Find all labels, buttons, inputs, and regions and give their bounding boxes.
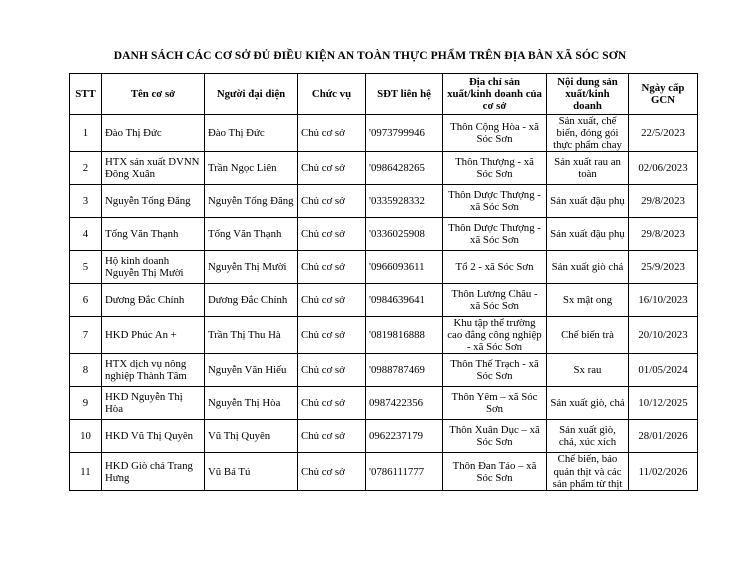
cell-ngay-cap: 28/01/2026 bbox=[629, 420, 698, 453]
cell-stt: 4 bbox=[70, 218, 102, 251]
cell-sdt: '0984639641 bbox=[366, 284, 443, 317]
cell-noi-dung: Sản xuất, chế biến, đóng gói thực phẩm chay bbox=[547, 115, 629, 152]
cell-nguoi-dai-dien: Nguyễn Thị Hòa bbox=[205, 387, 298, 420]
cell-stt: 3 bbox=[70, 185, 102, 218]
cell-dia-chi: Thôn Dược Thượng - xã Sóc Sơn bbox=[443, 185, 547, 218]
cell-nguoi-dai-dien: Đào Thị Đức bbox=[205, 115, 298, 152]
cell-nguoi-dai-dien: Tống Văn Thạnh bbox=[205, 218, 298, 251]
cell-stt: 11 bbox=[70, 453, 102, 490]
cell-ten-co-so: Hộ kinh doanh Nguyễn Thị Mười bbox=[102, 251, 205, 284]
cell-chuc-vu: Chủ cơ sở bbox=[298, 420, 366, 453]
facilities-table bbox=[69, 73, 698, 491]
cell-sdt: '0336025908 bbox=[366, 218, 443, 251]
cell-ngay-cap: 02/06/2023 bbox=[629, 152, 698, 185]
cell-nguoi-dai-dien: Nguyễn Văn Hiếu bbox=[205, 354, 298, 387]
cell-stt: 2 bbox=[70, 152, 102, 185]
cell-sdt: '0986428265 bbox=[366, 152, 443, 185]
cell-nguoi-dai-dien: Trần Ngọc Liên bbox=[205, 152, 298, 185]
cell-chuc-vu: Chủ cơ sở bbox=[298, 387, 366, 420]
cell-noi-dung: Sản xuất đậu phụ bbox=[547, 185, 629, 218]
cell-ngay-cap: 20/10/2023 bbox=[629, 317, 698, 354]
cell-noi-dung: Sx mật ong bbox=[547, 284, 629, 317]
cell-dia-chi: Thôn Cộng Hòa - xã Sóc Sơn bbox=[443, 115, 547, 152]
cell-ten-co-so: HKD Giò chả Trang Hưng bbox=[102, 453, 205, 490]
cell-ngay-cap: 29/8/2023 bbox=[629, 185, 698, 218]
cell-stt: 7 bbox=[70, 317, 102, 354]
cell-dia-chi: Khu tập thể trường cao đẳng công nghiệp - xã Sóc Sơn bbox=[443, 317, 547, 354]
cell-nguoi-dai-dien: Trần Thị Thu Hà bbox=[205, 317, 298, 354]
cell-chuc-vu: Chủ cơ sở bbox=[298, 115, 366, 152]
cell-dia-chi: Thôn Thượng - xã Sóc Sơn bbox=[443, 152, 547, 185]
cell-sdt: '0966093611 bbox=[366, 251, 443, 284]
header-ngay-cap: Ngày cấp GCN bbox=[629, 74, 698, 115]
cell-chuc-vu: Chủ cơ sở bbox=[298, 453, 366, 490]
cell-dia-chi: Tổ 2 - xã Sóc Sơn bbox=[443, 251, 547, 284]
table-row bbox=[70, 420, 698, 453]
cell-stt: 1 bbox=[70, 115, 102, 152]
cell-ngay-cap: 25/9/2023 bbox=[629, 251, 698, 284]
cell-dia-chi: Thôn Yêm – xã Sóc Sơn bbox=[443, 387, 547, 420]
cell-noi-dung: Chế biến, bảo quản thịt và các sản phẩm từ thịt bbox=[547, 453, 629, 490]
table-row bbox=[70, 115, 698, 152]
table-row bbox=[70, 387, 698, 420]
header-noi-dung: Nội dung sản xuất/kinh doanh bbox=[547, 74, 629, 115]
cell-sdt: '0988787469 bbox=[366, 354, 443, 387]
cell-stt: 8 bbox=[70, 354, 102, 387]
table-body bbox=[70, 115, 698, 491]
table-row bbox=[70, 218, 698, 251]
cell-chuc-vu: Chủ cơ sở bbox=[298, 317, 366, 354]
cell-stt: 10 bbox=[70, 420, 102, 453]
cell-sdt: '0786111777 bbox=[366, 453, 443, 490]
header-sdt: SĐT liên hệ bbox=[366, 74, 443, 115]
cell-dia-chi: Thôn Thế Trạch - xã Sóc Sơn bbox=[443, 354, 547, 387]
cell-ten-co-so: HTX dịch vụ nông nghiệp Thành Tâm bbox=[102, 354, 205, 387]
table-row bbox=[70, 251, 698, 284]
header-nguoi-dai-dien: Người đại diện bbox=[205, 74, 298, 115]
table-row bbox=[70, 317, 698, 354]
table-row bbox=[70, 284, 698, 317]
document-title: DANH SÁCH CÁC CƠ SỞ ĐỦ ĐIỀU KIỆN AN TOÀN THỰC PHẨM TRÊN ĐỊA BÀN XÃ SÓC SƠN bbox=[113, 50, 627, 62]
cell-sdt: '0335928332 bbox=[366, 185, 443, 218]
cell-ngay-cap: 11/02/2026 bbox=[629, 453, 698, 490]
table-header-row bbox=[70, 74, 698, 115]
header-dia-chi: Địa chỉ sản xuất/kinh doanh của cơ sở bbox=[443, 74, 547, 115]
cell-noi-dung: Sản xuất đậu phụ bbox=[547, 218, 629, 251]
cell-stt: 5 bbox=[70, 251, 102, 284]
cell-nguoi-dai-dien: Dương Đắc Chính bbox=[205, 284, 298, 317]
cell-chuc-vu: Chủ cơ sở bbox=[298, 218, 366, 251]
cell-chuc-vu: Chủ cơ sở bbox=[298, 152, 366, 185]
cell-noi-dung: Sản xuất rau an toàn bbox=[547, 152, 629, 185]
cell-chuc-vu: Chủ cơ sở bbox=[298, 251, 366, 284]
cell-ten-co-so: HKD Nguyễn Thị Hòa bbox=[102, 387, 205, 420]
cell-sdt: 0962237179 bbox=[366, 420, 443, 453]
cell-noi-dung: Chế biến trà bbox=[547, 317, 629, 354]
cell-nguoi-dai-dien: Nguyễn Thị Mười bbox=[205, 251, 298, 284]
cell-ngay-cap: 16/10/2023 bbox=[629, 284, 698, 317]
cell-ten-co-so: Nguyễn Tống Đăng bbox=[102, 185, 205, 218]
cell-chuc-vu: Chủ cơ sở bbox=[298, 354, 366, 387]
table-row bbox=[70, 453, 698, 490]
header-stt: STT bbox=[70, 74, 102, 115]
table-row bbox=[70, 354, 698, 387]
cell-ten-co-so: HKD Phúc An + bbox=[102, 317, 205, 354]
cell-dia-chi: Thôn Xuân Dục – xã Sóc Sơn bbox=[443, 420, 547, 453]
cell-stt: 6 bbox=[70, 284, 102, 317]
cell-ten-co-so: Tống Văn Thạnh bbox=[102, 218, 205, 251]
cell-noi-dung: Sản xuất giò, chả, xúc xích bbox=[547, 420, 629, 453]
cell-chuc-vu: Chủ cơ sở bbox=[298, 284, 366, 317]
cell-ngay-cap: 01/05/2024 bbox=[629, 354, 698, 387]
cell-sdt: 0987422356 bbox=[366, 387, 443, 420]
cell-noi-dung: Sản xuất giò, chả bbox=[547, 387, 629, 420]
cell-nguoi-dai-dien: Nguyễn Tống Đăng bbox=[205, 185, 298, 218]
cell-ngay-cap: 29/8/2023 bbox=[629, 218, 698, 251]
cell-sdt: '0973799946 bbox=[366, 115, 443, 152]
cell-chuc-vu: Chủ cơ sở bbox=[298, 185, 366, 218]
cell-ngay-cap: 10/12/2025 bbox=[629, 387, 698, 420]
cell-sdt: '0819816888 bbox=[366, 317, 443, 354]
cell-dia-chi: Thôn Lương Châu - xã Sóc Sơn bbox=[443, 284, 547, 317]
cell-ten-co-so: Đào Thị Đức bbox=[102, 115, 205, 152]
cell-noi-dung: Sản xuất giò chả bbox=[547, 251, 629, 284]
cell-ten-co-so: HKD Vũ Thị Quyên bbox=[102, 420, 205, 453]
cell-nguoi-dai-dien: Vũ Bá Tú bbox=[205, 453, 298, 490]
header-ten-co-so: Tên cơ sở bbox=[102, 74, 205, 115]
cell-stt: 9 bbox=[70, 387, 102, 420]
cell-ten-co-so: Dương Đắc Chính bbox=[102, 284, 205, 317]
cell-dia-chi: Thôn Dược Thượng - xã Sóc Sơn bbox=[443, 218, 547, 251]
cell-dia-chi: Thôn Đan Tảo – xã Sóc Sơn bbox=[443, 453, 547, 490]
cell-nguoi-dai-dien: Vũ Thị Quyên bbox=[205, 420, 298, 453]
cell-noi-dung: Sx rau bbox=[547, 354, 629, 387]
cell-ngay-cap: 22/5/2023 bbox=[629, 115, 698, 152]
header-chuc-vu: Chức vụ bbox=[298, 74, 366, 115]
table-row bbox=[70, 152, 698, 185]
cell-ten-co-so: HTX sản xuất DVNN Đông Xuân bbox=[102, 152, 205, 185]
table-row bbox=[70, 185, 698, 218]
